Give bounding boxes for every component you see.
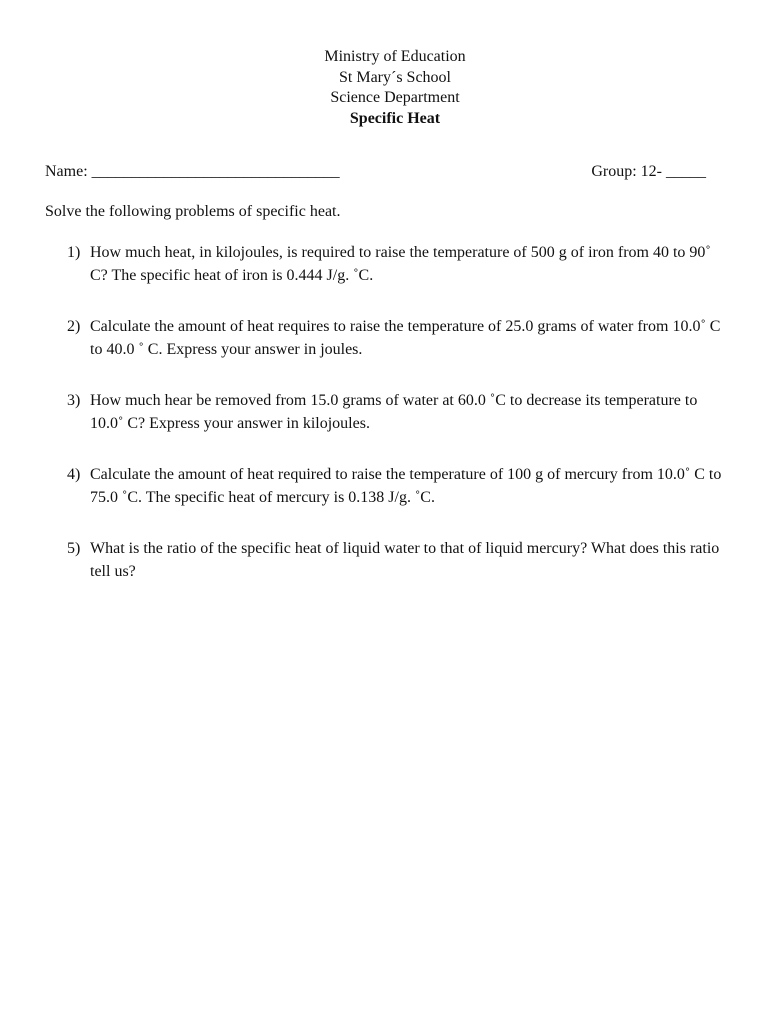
group-field: Group: 12- _____ — [591, 163, 706, 180]
problem-item — [0, 463, 768, 509]
problem-item — [0, 241, 768, 287]
department-line: Science Department — [330, 89, 460, 106]
student-info-row — [45, 163, 706, 183]
problem-text: What is the ratio of the specific heat of liquid water to that of liquid mercury? What does this ratio tell us? — [90, 540, 720, 580]
problem-number: 3) — [67, 392, 81, 409]
document-header — [0, 47, 768, 129]
problem-number: 1) — [67, 244, 81, 261]
problem-text: How much heat, in kilojoules, is required to raise the temperature of 500 g of iron from 40 to 90˚ C? The specific heat of iron is 0.444 J/g. ˚C. — [90, 244, 711, 284]
instructions: Solve the following problems of specific heat. — [45, 203, 341, 220]
problem-text: How much hear be removed from 15.0 grams of water at 60.0 ˚C to decrease its temperature to 10.0˚ C? Express your answer in kilojoules. — [90, 392, 698, 432]
problem-text: Calculate the amount of heat required to raise the temperature of 100 g of mercury from 10.0˚ C to 75.0 ˚C. The specific heat of mercury is 0.138 J/g. ˚C. — [90, 466, 722, 506]
problem-number: 2) — [67, 318, 81, 335]
problem-list — [0, 241, 768, 611]
problem-item — [0, 537, 768, 583]
problem-item — [0, 315, 768, 361]
ministry-line: Ministry of Education — [324, 48, 466, 65]
problem-text: Calculate the amount of heat requires to raise the temperature of 25.0 grams of water from 10.0˚ C to 40.0 ˚ C. Express your answer in joules. — [90, 318, 721, 358]
problem-number: 5) — [67, 540, 81, 557]
name-field: Name: _______________________________ — [45, 163, 340, 180]
school-line: St Mary´s School — [339, 68, 451, 86]
document-title: Specific Heat — [349, 109, 441, 127]
problem-item — [0, 389, 768, 435]
problem-number: 4) — [67, 466, 81, 483]
